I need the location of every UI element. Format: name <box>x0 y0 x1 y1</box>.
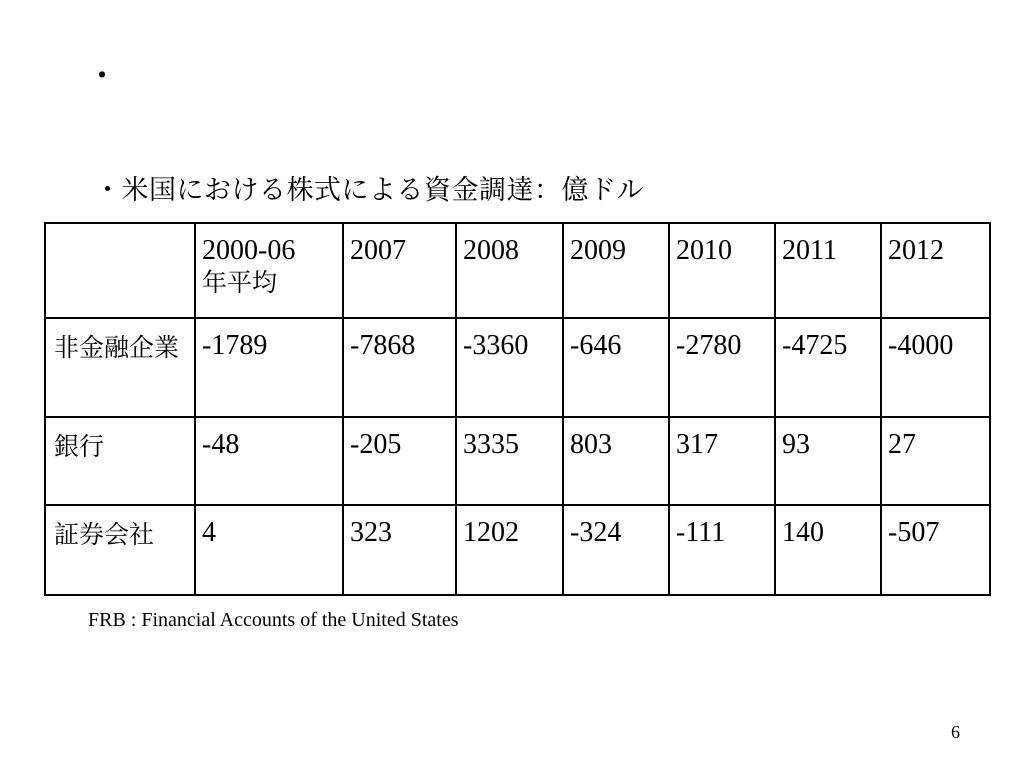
header-cell-2011: 2011 <box>775 223 881 318</box>
table-cell: 140 <box>775 505 881 595</box>
header-cell-2007: 2007 <box>343 223 456 318</box>
table-cell: -4725 <box>775 318 881 417</box>
table-cell: 803 <box>563 417 669 505</box>
table-row <box>45 318 990 417</box>
table-cell: 4 <box>195 505 343 595</box>
table-cell: -205 <box>343 417 456 505</box>
table-row <box>45 505 990 595</box>
header-cell-2008: 2008 <box>456 223 563 318</box>
table-cell: 1202 <box>456 505 563 595</box>
table-cell: -1789 <box>195 318 343 417</box>
period-years: 2000-06 <box>202 235 296 266</box>
table-row <box>45 417 990 505</box>
table-cell: -3360 <box>456 318 563 417</box>
row-label-nonfinancial: 非金融企業 <box>45 318 195 417</box>
table-cell: -4000 <box>881 318 990 417</box>
table-cell: -111 <box>669 505 775 595</box>
table-cell: -2780 <box>669 318 775 417</box>
table-cell: 93 <box>775 417 881 505</box>
header-cell-2009: 2009 <box>563 223 669 318</box>
table-cell: 27 <box>881 417 990 505</box>
source-note: FRB : Financial Accounts of the United States <box>88 609 459 631</box>
slide-heading: ・米国における株式による資金調達：億ドル <box>94 175 644 206</box>
table-cell: -7868 <box>343 318 456 417</box>
table-cell: -646 <box>563 318 669 417</box>
row-label-securities: 証券会社 <box>45 505 195 595</box>
row-label-banks: 銀行 <box>45 417 195 505</box>
header-cell-2012: 2012 <box>881 223 990 318</box>
table-cell: -324 <box>563 505 669 595</box>
table-cell: 323 <box>343 505 456 595</box>
table-corner-cell <box>45 223 195 318</box>
funding-table <box>44 222 991 596</box>
header-cell-2010: 2010 <box>669 223 775 318</box>
table-header-row <box>45 223 990 318</box>
top-bullet: ・ <box>88 59 117 92</box>
table-cell: 317 <box>669 417 775 505</box>
table-cell: -48 <box>195 417 343 505</box>
period-label: 年平均 <box>202 268 278 298</box>
page-number: 6 <box>951 722 960 742</box>
header-cell-period <box>195 223 343 318</box>
table-cell: 3335 <box>456 417 563 505</box>
table-cell: -507 <box>881 505 990 595</box>
